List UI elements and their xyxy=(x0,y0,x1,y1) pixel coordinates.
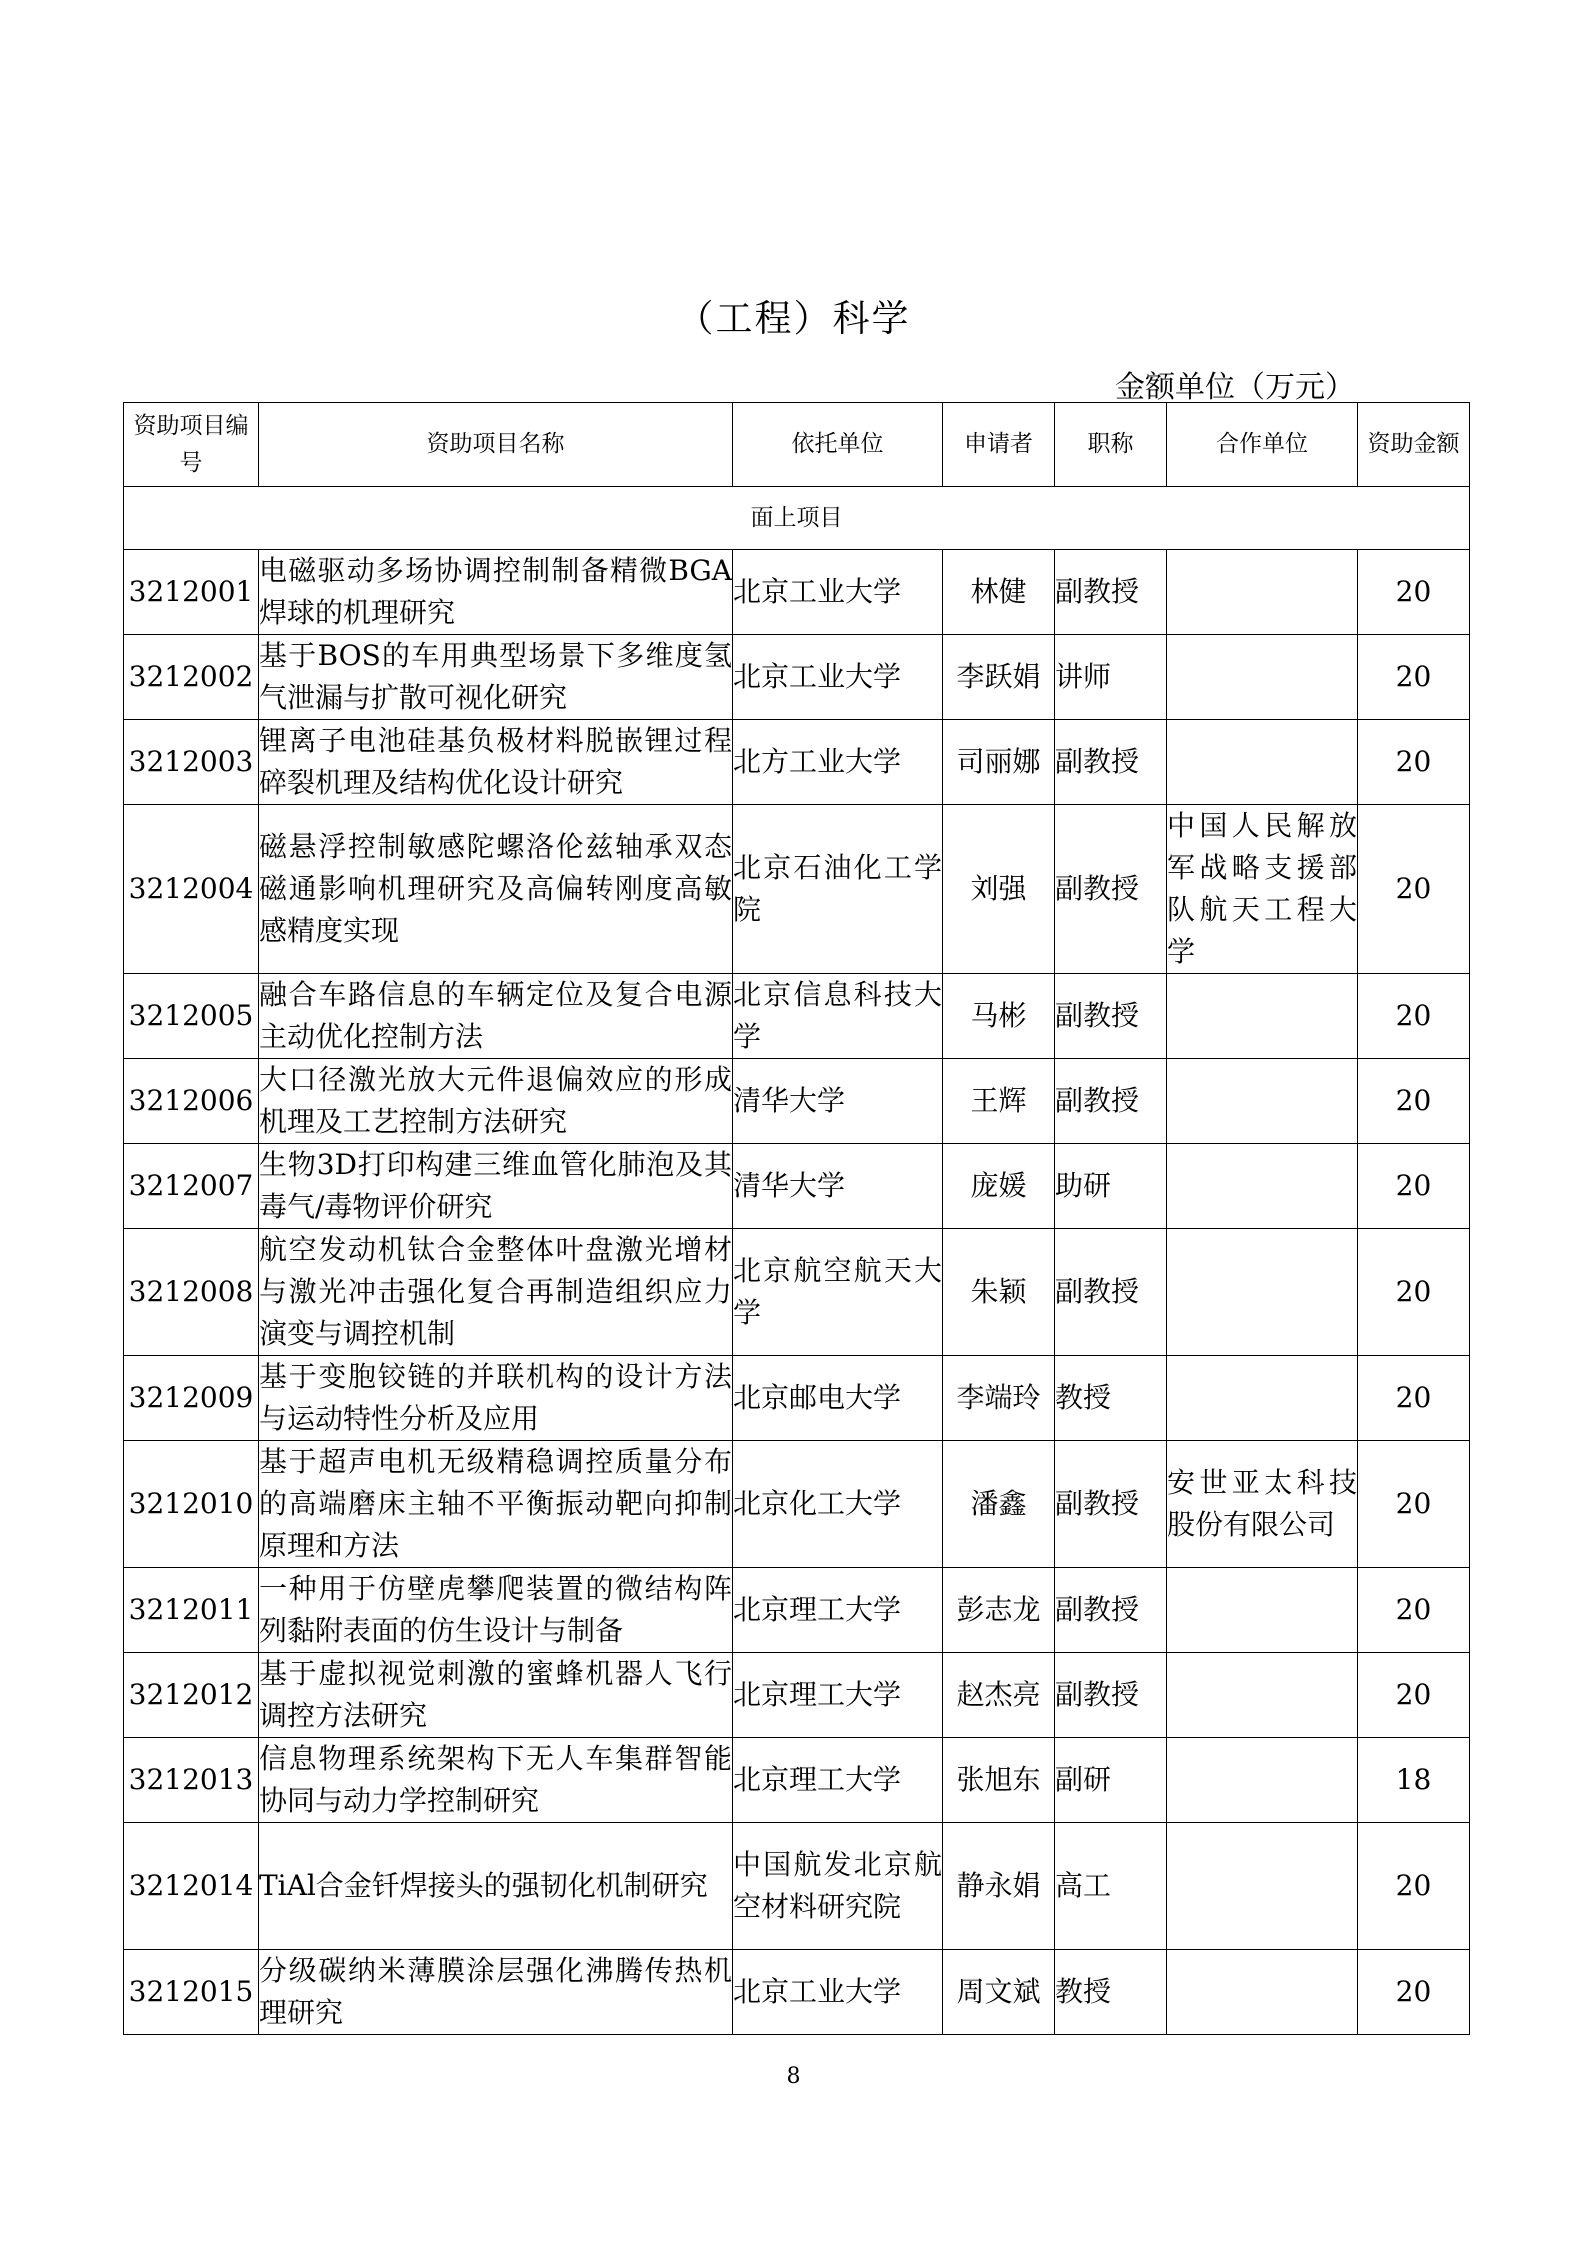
project-name-cell: 基于变胞铰链的并联机构的设计方法与运动特性分析及应用 xyxy=(259,1356,733,1441)
partner-cell xyxy=(1167,1568,1358,1653)
table-row xyxy=(124,1144,1470,1229)
title-cell: 副教授 xyxy=(1055,720,1167,805)
partner-cell xyxy=(1167,1823,1358,1950)
applicant-cell: 周文斌 xyxy=(943,1950,1055,2035)
host-unit-cell: 北京化工大学 xyxy=(733,1441,943,1568)
project-id-cell: 3212011 xyxy=(124,1568,259,1653)
amount-cell: 20 xyxy=(1358,1059,1470,1144)
table-row xyxy=(124,635,1470,720)
table-row xyxy=(124,1441,1470,1568)
partner-cell: 中国人民解放军战略支援部队航天工程大学 xyxy=(1167,805,1358,974)
title-cell: 副教授 xyxy=(1055,974,1167,1059)
title-cell: 高工 xyxy=(1055,1823,1167,1950)
header-host-unit: 依托单位 xyxy=(733,403,943,487)
host-unit-cell: 清华大学 xyxy=(733,1144,943,1229)
title-cell: 副教授 xyxy=(1055,805,1167,974)
host-unit-cell: 北京理工大学 xyxy=(733,1653,943,1738)
title-cell: 助研 xyxy=(1055,1144,1167,1229)
title-cell: 副教授 xyxy=(1055,1229,1167,1356)
applicant-cell: 李端玲 xyxy=(943,1356,1055,1441)
title-cell: 教授 xyxy=(1055,1950,1167,2035)
amount-cell: 20 xyxy=(1358,1653,1470,1738)
partner-cell xyxy=(1167,1738,1358,1823)
project-id-cell: 3212015 xyxy=(124,1950,259,2035)
amount-cell: 20 xyxy=(1358,1950,1470,2035)
partner-cell xyxy=(1167,550,1358,635)
applicant-cell: 刘强 xyxy=(943,805,1055,974)
amount-cell: 20 xyxy=(1358,1229,1470,1356)
project-name-cell: 一种用于仿壁虎攀爬装置的微结构阵列黏附表面的仿生设计与制备 xyxy=(259,1568,733,1653)
table-row xyxy=(124,1229,1470,1356)
applicant-cell: 潘鑫 xyxy=(943,1441,1055,1568)
amount-cell: 20 xyxy=(1358,805,1470,974)
project-name-cell: 磁悬浮控制敏感陀螺洛伦兹轴承双态磁通影响机理研究及高偏转刚度高敏感精度实现 xyxy=(259,805,733,974)
partner-cell xyxy=(1167,635,1358,720)
table-header-row xyxy=(124,403,1470,487)
applicant-cell: 朱颖 xyxy=(943,1229,1055,1356)
applicant-cell: 静永娟 xyxy=(943,1823,1055,1950)
section-row xyxy=(124,487,1470,550)
host-unit-cell: 北京工业大学 xyxy=(733,550,943,635)
partner-cell xyxy=(1167,1229,1358,1356)
table-row xyxy=(124,1738,1470,1823)
table-row xyxy=(124,1653,1470,1738)
project-name-cell: 基于超声电机无级精稳调控质量分布的高端磨床主轴不平衡振动靶向抑制原理和方法 xyxy=(259,1441,733,1568)
table-row xyxy=(124,1356,1470,1441)
host-unit-cell: 北京信息科技大学 xyxy=(733,974,943,1059)
amount-cell: 20 xyxy=(1358,1356,1470,1441)
amount-cell: 20 xyxy=(1358,550,1470,635)
amount-cell: 20 xyxy=(1358,974,1470,1059)
partner-cell xyxy=(1167,1144,1358,1229)
host-unit-cell: 北京理工大学 xyxy=(733,1738,943,1823)
project-name-cell: 分级碳纳米薄膜涂层强化沸腾传热机理研究 xyxy=(259,1950,733,2035)
amount-cell: 20 xyxy=(1358,720,1470,805)
header-title: 职称 xyxy=(1055,403,1167,487)
host-unit-cell: 北京石油化工学院 xyxy=(733,805,943,974)
title-cell: 副教授 xyxy=(1055,550,1167,635)
project-id-cell: 3212014 xyxy=(124,1823,259,1950)
project-id-cell: 3212004 xyxy=(124,805,259,974)
title-cell: 副教授 xyxy=(1055,1441,1167,1568)
partner-cell xyxy=(1167,1653,1358,1738)
header-partner: 合作单位 xyxy=(1167,403,1358,487)
table-row xyxy=(124,1823,1470,1950)
section-label: 面上项目 xyxy=(124,487,1470,550)
partner-cell xyxy=(1167,720,1358,805)
title-cell: 教授 xyxy=(1055,1356,1167,1441)
applicant-cell: 赵杰亮 xyxy=(943,1653,1055,1738)
amount-cell: 20 xyxy=(1358,1144,1470,1229)
project-name-cell: 大口径激光放大元件退偏效应的形成机理及工艺控制方法研究 xyxy=(259,1059,733,1144)
amount-unit-note: 金额单位（万元） xyxy=(1115,370,1355,405)
table-row xyxy=(124,720,1470,805)
project-id-cell: 3212006 xyxy=(124,1059,259,1144)
page-number: 8 xyxy=(786,2064,801,2089)
project-id-cell: 3212013 xyxy=(124,1738,259,1823)
project-name-cell: 生物3D打印构建三维血管化肺泡及其毒气/毒物评价研究 xyxy=(259,1144,733,1229)
header-project-id: 资助项目编号 xyxy=(124,403,259,487)
project-id-cell: 3212003 xyxy=(124,720,259,805)
project-id-cell: 3212012 xyxy=(124,1653,259,1738)
funding-table xyxy=(123,402,1470,2035)
title-cell: 副教授 xyxy=(1055,1568,1167,1653)
applicant-cell: 马彬 xyxy=(943,974,1055,1059)
host-unit-cell: 北京理工大学 xyxy=(733,1568,943,1653)
table-row xyxy=(124,1950,1470,2035)
partner-cell xyxy=(1167,1059,1358,1144)
project-id-cell: 3212010 xyxy=(124,1441,259,1568)
table-row xyxy=(124,974,1470,1059)
partner-cell xyxy=(1167,1950,1358,2035)
host-unit-cell: 北方工业大学 xyxy=(733,720,943,805)
title-cell: 讲师 xyxy=(1055,635,1167,720)
amount-cell: 18 xyxy=(1358,1738,1470,1823)
applicant-cell: 林健 xyxy=(943,550,1055,635)
project-name-cell: 电磁驱动多场协调控制制备精微BGA焊球的机理研究 xyxy=(259,550,733,635)
project-name-cell: TiAl合金钎焊接头的强韧化机制研究 xyxy=(259,1823,733,1950)
table-row xyxy=(124,1568,1470,1653)
partner-cell xyxy=(1167,974,1358,1059)
project-id-cell: 3212009 xyxy=(124,1356,259,1441)
amount-cell: 20 xyxy=(1358,635,1470,720)
project-name-cell: 基于BOS的车用典型场景下多维度氢气泄漏与扩散可视化研究 xyxy=(259,635,733,720)
amount-cell: 20 xyxy=(1358,1823,1470,1950)
project-id-cell: 3212002 xyxy=(124,635,259,720)
amount-cell: 20 xyxy=(1358,1441,1470,1568)
header-project-name: 资助项目名称 xyxy=(259,403,733,487)
project-name-cell: 信息物理系统架构下无人车集群智能协同与动力学控制研究 xyxy=(259,1738,733,1823)
table-row xyxy=(124,550,1470,635)
page-title: （工程）科学 xyxy=(676,297,911,340)
partner-cell: 安世亚太科技股份有限公司 xyxy=(1167,1441,1358,1568)
table-row xyxy=(124,805,1470,974)
host-unit-cell: 北京工业大学 xyxy=(733,635,943,720)
host-unit-cell: 中国航发北京航空材料研究院 xyxy=(733,1823,943,1950)
table-row xyxy=(124,1059,1470,1144)
header-applicant: 申请者 xyxy=(943,403,1055,487)
host-unit-cell: 北京邮电大学 xyxy=(733,1356,943,1441)
amount-cell: 20 xyxy=(1358,1568,1470,1653)
project-id-cell: 3212005 xyxy=(124,974,259,1059)
header-amount: 资助金额 xyxy=(1358,403,1470,487)
host-unit-cell: 清华大学 xyxy=(733,1059,943,1144)
project-name-cell: 融合车路信息的车辆定位及复合电源主动优化控制方法 xyxy=(259,974,733,1059)
project-id-cell: 3212001 xyxy=(124,550,259,635)
title-cell: 副教授 xyxy=(1055,1653,1167,1738)
project-id-cell: 3212008 xyxy=(124,1229,259,1356)
applicant-cell: 张旭东 xyxy=(943,1738,1055,1823)
applicant-cell: 庞媛 xyxy=(943,1144,1055,1229)
applicant-cell: 司丽娜 xyxy=(943,720,1055,805)
project-name-cell: 基于虚拟视觉刺激的蜜蜂机器人飞行调控方法研究 xyxy=(259,1653,733,1738)
project-name-cell: 航空发动机钛合金整体叶盘激光增材与激光冲击强化复合再制造组织应力演变与调控机制 xyxy=(259,1229,733,1356)
partner-cell xyxy=(1167,1356,1358,1441)
host-unit-cell: 北京工业大学 xyxy=(733,1950,943,2035)
title-cell: 副研 xyxy=(1055,1738,1167,1823)
project-id-cell: 3212007 xyxy=(124,1144,259,1229)
applicant-cell: 李跃娟 xyxy=(943,635,1055,720)
project-name-cell: 锂离子电池硅基负极材料脱嵌锂过程碎裂机理及结构优化设计研究 xyxy=(259,720,733,805)
applicant-cell: 王辉 xyxy=(943,1059,1055,1144)
applicant-cell: 彭志龙 xyxy=(943,1568,1055,1653)
title-cell: 副教授 xyxy=(1055,1059,1167,1144)
host-unit-cell: 北京航空航天大学 xyxy=(733,1229,943,1356)
